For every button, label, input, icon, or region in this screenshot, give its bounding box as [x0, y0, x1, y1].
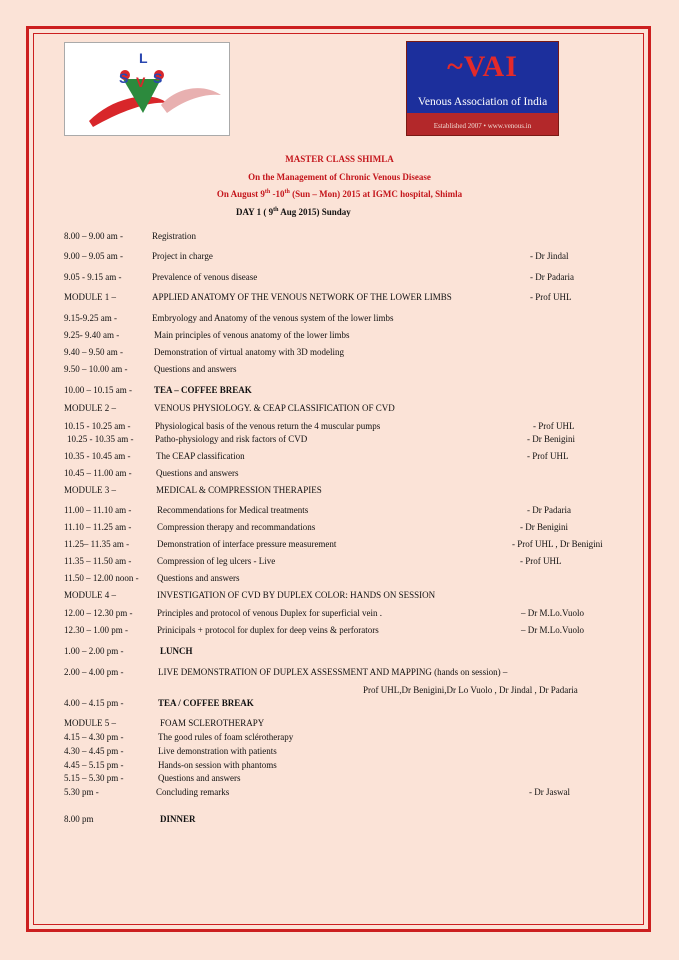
row-time: 11.50 – 12.00 noon -: [64, 573, 139, 583]
row-speaker: - Dr Jindal: [530, 251, 569, 261]
row-topic: TEA – COFFEE BREAK: [154, 385, 252, 395]
row-speaker: - Prof UHL: [520, 556, 562, 566]
schedule-row: [0, 231, 679, 243]
row-topic: Questions and answers: [157, 573, 240, 583]
row-topic: TEA / COFFEE BREAK: [158, 698, 254, 708]
row-topic: LUNCH: [160, 646, 193, 656]
row-time: 4.15 – 4.30 pm -: [64, 732, 124, 742]
schedule-row: [0, 646, 679, 658]
row-time: 9.25- 9.40 am -: [64, 330, 120, 340]
row-time: MODULE 4 –: [64, 590, 116, 600]
day-pre: DAY 1 ( 9: [236, 207, 274, 217]
day-post: Aug 2015) Sunday: [278, 207, 351, 217]
schedule-row: [0, 590, 679, 602]
schedule-row: [0, 385, 679, 397]
row-time: 9.40 – 9.50 am -: [64, 347, 123, 357]
row-topic: Questions and answers: [158, 773, 241, 783]
row-time: 12.00 – 12.30 pm -: [64, 608, 133, 618]
row-time: 12.30 – 1.00 pm -: [64, 625, 128, 635]
row-topic: MEDICAL & COMPRESSION THERAPIES: [156, 485, 322, 495]
row-speaker: Prof UHL,Dr Benigini,Dr Lo Vuolo , Dr Jindal , Dr Padaria: [363, 685, 578, 695]
schedule-row: [0, 421, 679, 433]
row-time: 10.35 - 10.45 am -: [64, 451, 131, 461]
row-time: MODULE 1 –: [64, 292, 116, 302]
row-speaker: - Dr Padaria: [530, 272, 574, 282]
date-pre: On August 9: [216, 189, 265, 199]
row-time: 9.05 - 9.15 am -: [64, 272, 122, 282]
schedule-row: [0, 667, 679, 679]
row-speaker: - Prof UHL: [527, 451, 569, 461]
schedule-row: [0, 505, 679, 517]
schedule-row: [0, 698, 679, 710]
row-speaker: – Dr M.Lo.Vuolo: [521, 625, 584, 635]
schedule-row: [0, 292, 679, 304]
row-time: 10.00 – 10.15 am -: [64, 385, 132, 395]
row-topic: Hands-on session with phantoms: [158, 760, 277, 770]
row-time: 11.00 – 11.10 am -: [64, 505, 132, 515]
row-topic: APPLIED ANATOMY OF THE VENOUS NETWORK OF THE LOWER LIMBS: [152, 292, 452, 302]
row-topic: Prinicipals + protocol for duplex for deep veins & perforators: [157, 625, 379, 635]
row-time: MODULE 5 –: [64, 718, 116, 728]
day-sup: th: [273, 207, 279, 213]
schedule-row: [0, 573, 679, 585]
schedule-row: [0, 718, 679, 730]
row-topic: Registration: [152, 231, 196, 241]
schedule-row: [0, 787, 679, 799]
schedule-row: [0, 685, 679, 697]
row-topic: Concluding remarks: [156, 787, 230, 797]
row-topic: FOAM SCLEROTHERAPY: [160, 718, 265, 728]
row-topic: Live demonstration with patients: [158, 746, 277, 756]
row-speaker: - Prof UHL: [533, 421, 575, 431]
vai-logo: [406, 41, 559, 136]
row-topic: Demonstration of interface pressure measurement: [157, 539, 337, 549]
row-time: 9.50 – 10.00 am -: [64, 364, 128, 374]
schedule-row: [0, 760, 679, 772]
schedule-row: [0, 434, 679, 446]
row-time: MODULE 2 –: [64, 403, 116, 413]
row-topic: VENOUS PHYSIOLOGY. & CEAP CLASSIFICATION OF CVD: [154, 403, 395, 413]
logo-letter-s2: S: [153, 70, 163, 86]
row-time: 11.35 – 11.50 am -: [64, 556, 132, 566]
vai-established: Established 2007 • www.venous.in: [433, 122, 532, 130]
schedule-row: [0, 313, 679, 325]
row-speaker: - Dr Benigini: [520, 522, 568, 532]
schedule-row: [0, 272, 679, 284]
day-title: [236, 207, 351, 217]
schedule-row: [0, 485, 679, 497]
row-topic: Questions and answers: [154, 364, 237, 374]
schedule-row: [0, 608, 679, 620]
row-speaker: - Prof UHL , Dr Benigini: [512, 539, 603, 549]
row-topic: DINNER: [160, 814, 196, 824]
row-topic: Demonstration of virtual anatomy with 3D modeling: [154, 347, 344, 357]
row-time: 8.00 – 9.00 am -: [64, 231, 123, 241]
schedule-row: [0, 347, 679, 359]
row-time: 10.45 – 11.00 am -: [64, 468, 132, 478]
row-topic: Main principles of venous anatomy of the lower limbs: [154, 330, 350, 340]
row-topic: Physiological basis of the venous return the 4 muscular pumps: [155, 421, 381, 431]
row-topic: Questions and answers: [156, 468, 239, 478]
schedule-row: [0, 539, 679, 551]
date-sup-2: th: [284, 189, 290, 195]
schedule-row: [0, 451, 679, 463]
row-time: 11.10 – 11.25 am -: [64, 522, 132, 532]
row-time: 9.00 – 9.05 am -: [64, 251, 123, 261]
row-topic: Prevalence of venous disease: [152, 272, 258, 282]
row-topic: The CEAP classification: [156, 451, 245, 461]
vai-mark: ~VAI: [447, 50, 518, 83]
row-topic: Principles and protocol of venous Duplex for superficial vein .: [157, 608, 382, 618]
row-topic: Recommendations for Medical treatments: [157, 505, 309, 515]
lsvs-logo: [64, 42, 230, 136]
row-time: 2.00 – 4.00 pm -: [64, 667, 124, 677]
schedule-row: [0, 732, 679, 744]
row-topic: Embryology and Anatomy of the venous system of the lower limbs: [152, 313, 394, 323]
row-topic: Compression therapy and recommandations: [157, 522, 316, 532]
row-topic: Patho-physiology and risk factors of CVD: [155, 434, 308, 444]
vai-name: Venous Association of India: [417, 96, 548, 108]
schedule-row: [0, 468, 679, 480]
logo-letter-v: V: [136, 74, 146, 90]
schedule-row: [0, 330, 679, 342]
date-post: (Sun – Mon) 2015 at IGMC hospital, Shimla: [289, 189, 463, 199]
row-topic: Compression of leg ulcers - Live: [157, 556, 276, 566]
row-speaker: - Dr Padaria: [527, 505, 571, 515]
row-speaker: - Prof UHL: [530, 292, 572, 302]
row-speaker: - Dr Jaswal: [529, 787, 570, 797]
schedule-row: [0, 522, 679, 534]
row-time: 1.00 – 2.00 pm -: [64, 646, 124, 656]
row-topic: The good rules of foam sclérotherapy: [158, 732, 294, 742]
row-time: 11.25– 11.35 am -: [64, 539, 130, 549]
row-topic: Project in charge: [152, 251, 213, 261]
row-time: 10.25 - 10.35 am -: [67, 434, 134, 444]
row-speaker: – Dr M.Lo.Vuolo: [521, 608, 584, 618]
schedule-row: [0, 773, 679, 785]
date-mid: -10: [270, 189, 285, 199]
schedule-row: [0, 625, 679, 637]
row-time: 10.15 - 10.25 am -: [64, 421, 131, 431]
schedule-row: [0, 556, 679, 568]
row-topic: INVESTIGATION OF CVD BY DUPLEX COLOR: HANDS ON SESSION: [157, 590, 436, 600]
row-topic: LIVE DEMONSTRATION OF DUPLEX ASSESSMENT AND MAPPING (hands on session) –: [158, 667, 508, 677]
row-time: 9.15-9.25 am -: [64, 313, 117, 323]
schedule-row: [0, 746, 679, 758]
event-date: [0, 189, 679, 199]
row-time: 4.00 – 4.15 pm -: [64, 698, 124, 708]
page-title: MASTER CLASS SHIMLA: [285, 154, 394, 164]
logo-letter-l: L: [139, 50, 148, 66]
row-speaker: - Dr Benigini: [527, 434, 575, 444]
schedule-row: [0, 251, 679, 263]
row-time: 8.00 pm: [64, 814, 94, 824]
schedule-row: [0, 364, 679, 376]
schedule-row: [0, 814, 679, 826]
logo-letter-s1: S: [119, 70, 129, 86]
row-time: 5.30 pm -: [64, 787, 99, 797]
row-time: 4.45 – 5.15 pm -: [64, 760, 124, 770]
row-time: MODULE 3 –: [64, 485, 116, 495]
row-time: 4.30 – 4.45 pm -: [64, 746, 124, 756]
date-sup-1: th: [264, 189, 271, 195]
row-time: 5.15 – 5.30 pm -: [64, 773, 124, 783]
page-subtitle: On the Management of Chronic Venous Disease: [248, 172, 431, 182]
schedule-row: [0, 403, 679, 415]
